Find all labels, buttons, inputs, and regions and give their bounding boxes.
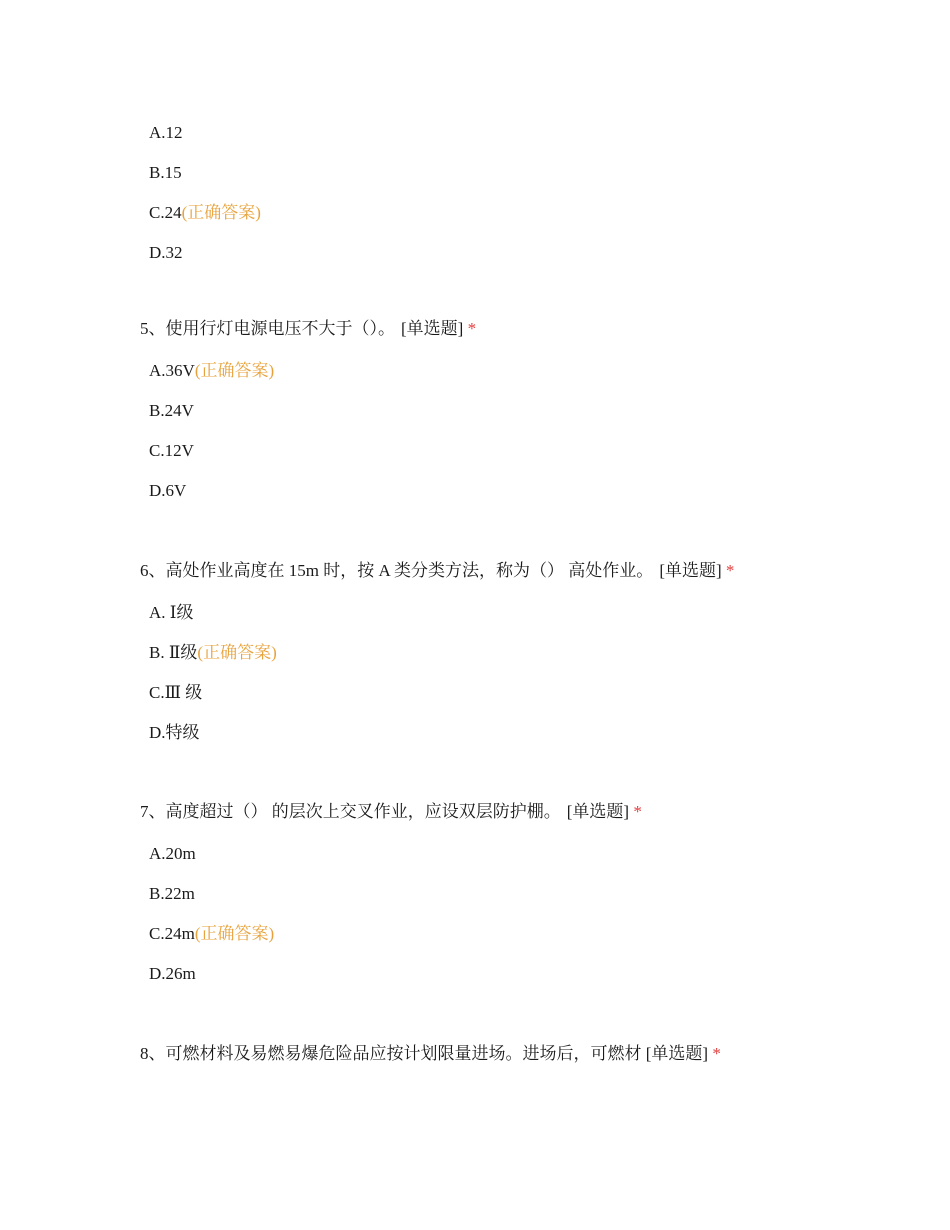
question-type-tag: [单选题] [659, 561, 722, 580]
option-d: D.32 [149, 243, 183, 262]
question-title: 6、高处作业高度在 15m 时，按 A 类分类方法，称为（） 高处作业。 [单选题] * [140, 561, 735, 580]
question-title: 5、使用行灯电源电压不大于（）。 [单选题] * [140, 319, 477, 338]
option-b: B.22m [149, 884, 195, 903]
question-6 [140, 559, 860, 753]
option-c: C.12V [149, 441, 194, 460]
options-list [140, 351, 860, 511]
option-a: A.20m [149, 844, 196, 863]
required-asterisk: * [712, 1044, 721, 1063]
question-title: 7、高度超过（） 的层次上交叉作业，应设双层防护棚。 [单选题] * [140, 802, 642, 821]
option-a: A. Ⅰ级 [149, 603, 194, 622]
option-b: B.24V [149, 401, 194, 420]
required-asterisk: * [633, 802, 642, 821]
option-b: B.15 [149, 163, 182, 182]
option-d: D.26m [149, 964, 196, 983]
correct-answer-mark: (正确答案) [197, 643, 277, 662]
options-list [140, 593, 860, 753]
correct-answer-mark: (正确答案) [194, 361, 275, 380]
question-4-continued [140, 113, 860, 273]
options-list [140, 834, 860, 994]
option-d: D.6V [149, 481, 187, 500]
question-7 [140, 800, 860, 994]
question-8 [140, 1042, 860, 1066]
correct-answer-mark: (正确答案) [181, 203, 261, 222]
option-a: A.36V(正确答案) [149, 361, 275, 380]
option-c: C.24(正确答案) [149, 203, 261, 222]
option-a: A.12 [149, 123, 183, 142]
required-asterisk: * [725, 561, 735, 580]
options-list [140, 113, 860, 273]
option-d: D.特级 [149, 723, 200, 742]
correct-answer-mark: (正确答案) [194, 924, 275, 943]
option-c: C.24m(正确答案) [149, 924, 275, 943]
question-type-tag: [单选题] [645, 1044, 709, 1063]
required-asterisk: * [467, 319, 477, 338]
question-type-tag: [单选题] [401, 319, 464, 338]
question-5 [140, 317, 860, 511]
question-type-tag: [单选题] [566, 802, 630, 821]
option-c: C.Ⅲ 级 [149, 683, 203, 702]
option-b: B. Ⅱ级(正确答案) [149, 643, 277, 662]
question-title: 8、可燃材料及易燃易爆危险品应按计划限量进场。进场后，可燃材 [单选题] * [140, 1044, 721, 1063]
